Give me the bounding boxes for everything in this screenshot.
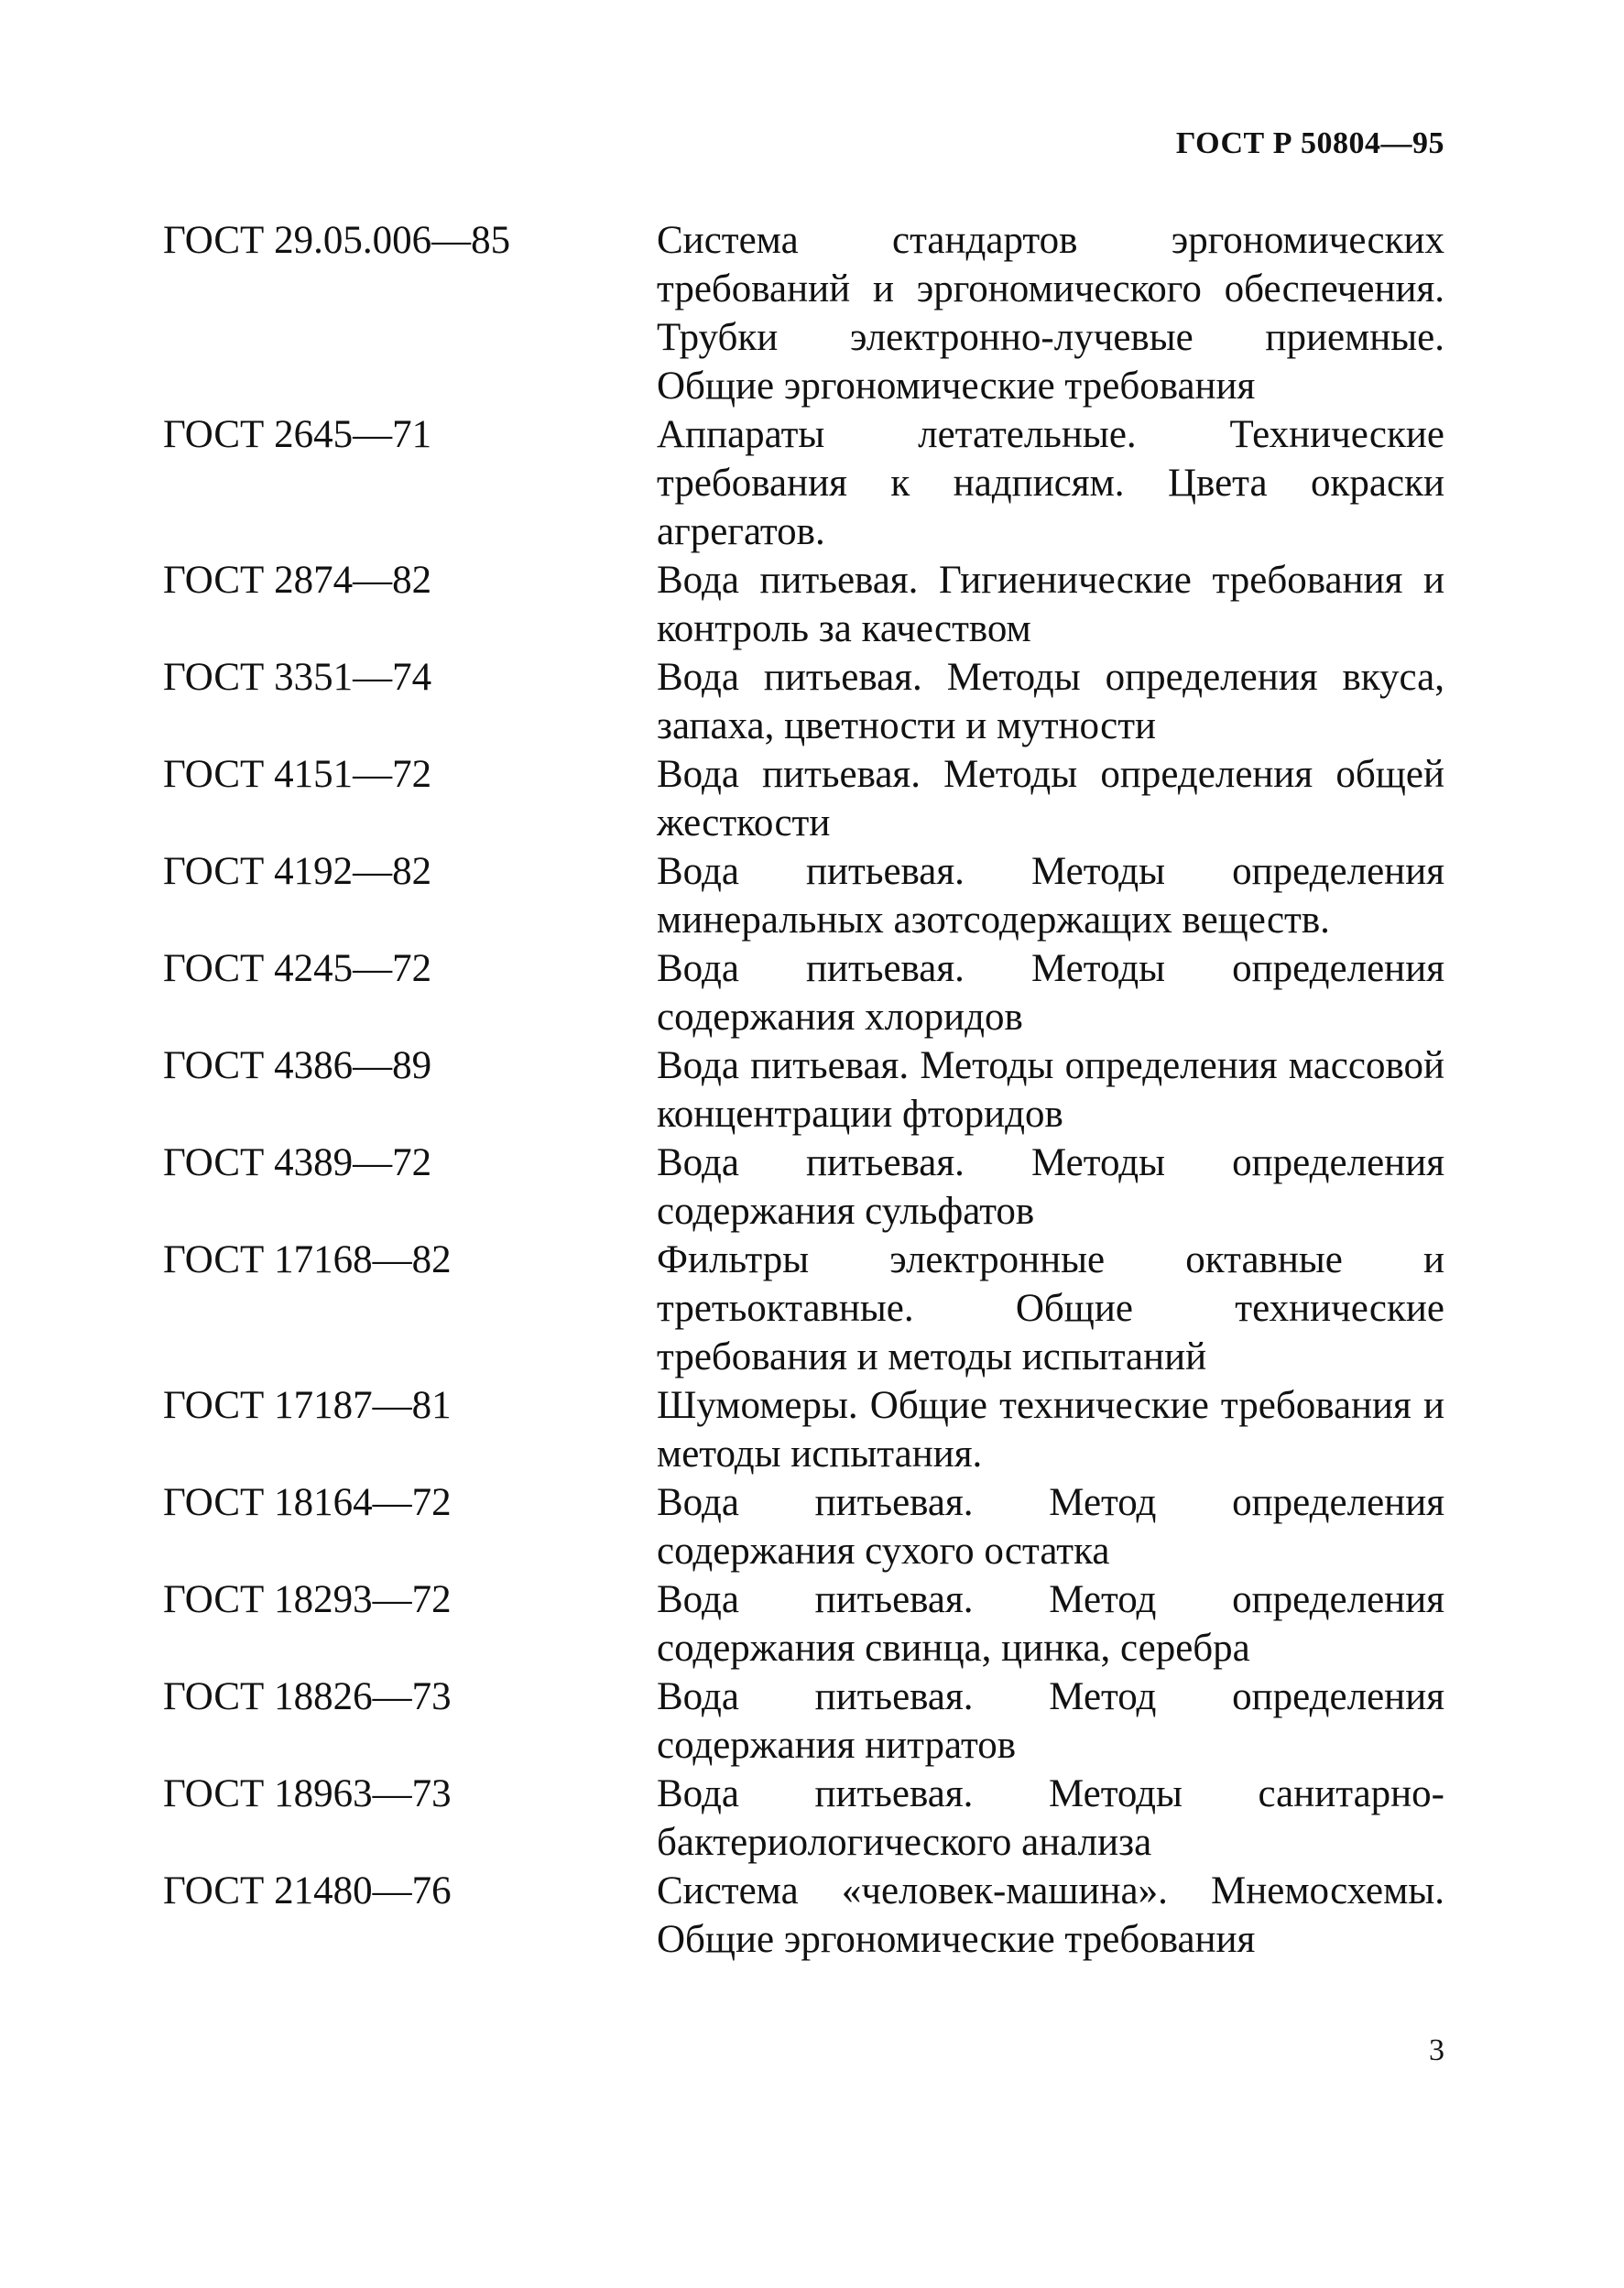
reference-title: Фильтры электронные октавные и третьоктавные. Общие технические требования и методы испытаний: [657, 1238, 1444, 1378]
reference-code: ГОСТ 18164—72: [163, 1481, 452, 1524]
reference-row: [163, 1575, 1444, 1672]
reference-row: [163, 653, 1444, 750]
reference-row: [163, 1236, 1444, 1381]
reference-title: Вода питьевая. Методы определения массовой концентрации фторидов: [657, 1044, 1444, 1136]
reference-title: Вода питьевая. Методы санитарно-бактериологического анализа: [657, 1772, 1444, 1864]
reference-code: ГОСТ 4192—82: [163, 850, 432, 893]
reference-code: ГОСТ 3351—74: [163, 656, 432, 699]
reference-title: Аппараты летательные. Технические требования к надписям. Цвета окраски агрегатов.: [657, 413, 1444, 553]
reference-title: Вода питьевая. Методы определения вкуса, запаха, цветности и мутности: [657, 656, 1444, 747]
page-number: 3: [1429, 2033, 1444, 2067]
reference-title: Шумомеры. Общие технические требования и методы испытания.: [657, 1384, 1444, 1476]
reference-row: [163, 944, 1444, 1041]
reference-code: ГОСТ 4389—72: [163, 1141, 432, 1184]
reference-title: Система стандартов эргономических требований и эргономического обеспечения. Трубки электронно-лучевые приемные. Общие эргономические требования: [657, 219, 1444, 408]
reference-title: Вода питьевая. Гигиенические требования и контроль за качеством: [657, 559, 1444, 650]
reference-row: [163, 216, 1444, 410]
reference-code: ГОСТ 17168—82: [163, 1238, 452, 1281]
reference-row: [163, 1478, 1444, 1575]
reference-code: ГОСТ 29.05.006—85: [163, 219, 511, 262]
reference-title: Система «человек-машина». Мнемосхемы. Общие эргономические требования: [657, 1869, 1444, 1961]
document-header: ГОСТ Р 50804—95: [1175, 126, 1444, 160]
reference-row: [163, 410, 1444, 556]
reference-row: [163, 556, 1444, 653]
reference-code: ГОСТ 4245—72: [163, 947, 432, 990]
reference-code: ГОСТ 21480—76: [163, 1869, 452, 1912]
reference-row: [163, 1041, 1444, 1139]
reference-code: ГОСТ 4386—89: [163, 1044, 432, 1087]
reference-code: ГОСТ 2645—71: [163, 413, 432, 456]
reference-code: ГОСТ 17187—81: [163, 1384, 452, 1427]
reference-title: Вода питьевая. Метод определения содержания сухого остатка: [657, 1481, 1444, 1573]
reference-title: Вода питьевая. Методы определения общей жесткости: [657, 753, 1444, 844]
reference-title: Вода питьевая. Методы определения содержания сульфатов: [657, 1141, 1444, 1233]
reference-title: Вода питьевая. Метод определения содержания свинца, цинка, серебра: [657, 1578, 1444, 1670]
reference-row: [163, 1867, 1444, 1964]
reference-code: ГОСТ 4151—72: [163, 753, 432, 796]
reference-row: [163, 750, 1444, 847]
reference-row: [163, 1672, 1444, 1770]
reference-row: [163, 847, 1444, 944]
reference-row: [163, 1381, 1444, 1478]
reference-code: ГОСТ 18963—73: [163, 1772, 452, 1815]
reference-code: ГОСТ 18293—72: [163, 1578, 452, 1621]
reference-row: [163, 1770, 1444, 1867]
reference-code: ГОСТ 18826—73: [163, 1675, 452, 1718]
reference-title: Вода питьевая. Метод определения содержания нитратов: [657, 1675, 1444, 1767]
reference-title: Вода питьевая. Методы определения содержания хлоридов: [657, 947, 1444, 1039]
reference-list: [163, 216, 1444, 1964]
reference-title: Вода питьевая. Методы определения минеральных азотсодержащих веществ.: [657, 850, 1444, 942]
reference-row: [163, 1139, 1444, 1236]
reference-code: ГОСТ 2874—82: [163, 559, 432, 602]
